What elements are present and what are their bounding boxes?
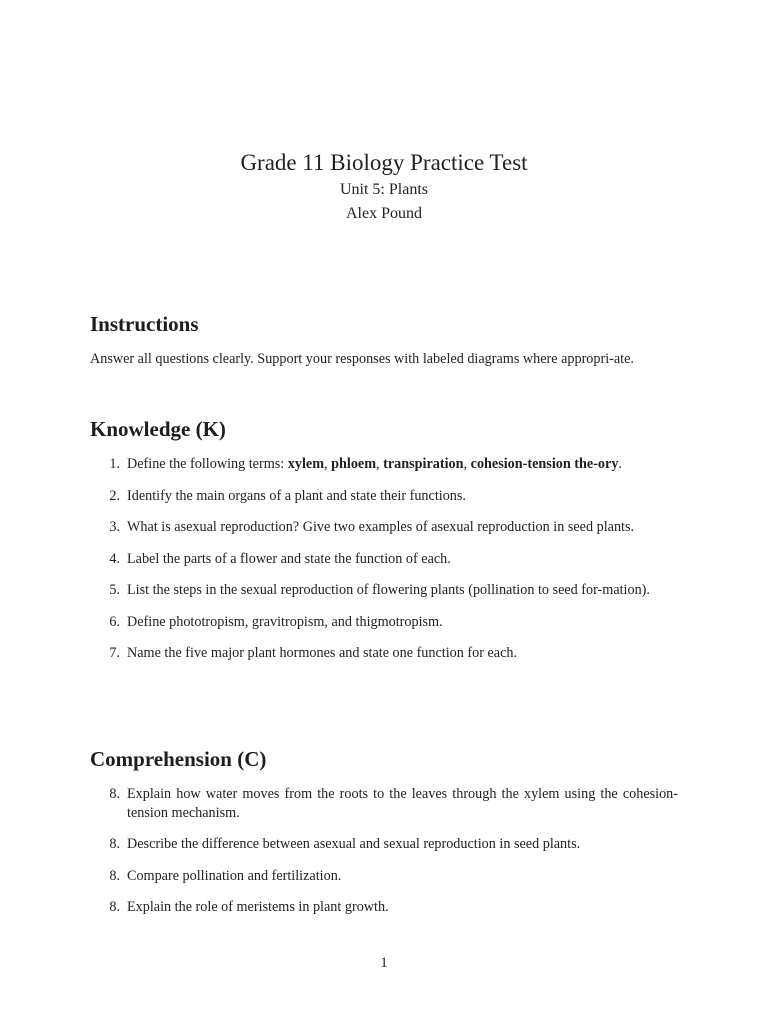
separator: , — [463, 456, 471, 472]
document-author: Alex Pound — [346, 205, 422, 222]
comprehension-heading: Comprehension (C) — [90, 747, 267, 771]
page-number: 1 — [380, 955, 388, 971]
question-item — [90, 518, 678, 537]
question-text: Define phototropism, gravitropism, and thigmotropism. — [127, 613, 443, 630]
term-cohesion-tension: cohesion-tension the-ory — [470, 456, 619, 472]
question-text: Label the parts of a flower and state the function of each. — [127, 550, 451, 567]
instructions-text: Answer all questions clearly. Support your responses with labeled diagrams where appropri-ate. — [90, 351, 634, 367]
question-text: Explain the role of meristems in plant growth. — [127, 899, 389, 915]
term-transpiration: transpiration — [383, 456, 464, 472]
question-item — [90, 550, 678, 569]
question-item — [90, 581, 678, 600]
question-item — [90, 613, 678, 632]
question-text: Compare pollination and fertilization. — [127, 867, 342, 884]
question-item — [90, 785, 678, 822]
question-number: 8. — [109, 899, 120, 915]
term-phloem: phloem — [331, 456, 377, 472]
question-item — [90, 455, 678, 474]
question-item — [90, 835, 678, 854]
knowledge-heading: Knowledge (K) — [90, 417, 226, 441]
question-text: Explain how water moves from the roots to the leaves through the xylem using the cohesion-tension mechanism. — [127, 786, 678, 821]
question-item — [90, 867, 678, 886]
comprehension-question-list — [90, 785, 678, 917]
question-text: Define the following terms: — [127, 456, 288, 472]
document-unit: Unit 5: Plants — [339, 181, 428, 198]
question-text: Name the five major plant hormones and state one function for each. — [127, 645, 518, 661]
separator: , — [324, 456, 332, 472]
knowledge-section — [90, 415, 678, 676]
title-block — [0, 148, 768, 226]
question-number: 8. — [109, 836, 120, 852]
question-number: 3. — [109, 519, 120, 535]
instructions-heading: Instructions — [90, 312, 199, 336]
separator: , — [376, 456, 384, 472]
comprehension-section — [90, 745, 678, 930]
instructions-section — [90, 310, 678, 369]
question-item — [90, 898, 678, 917]
question-number: 6. — [109, 613, 120, 630]
question-number: 1. — [109, 456, 120, 472]
term-xylem: xylem — [287, 456, 325, 472]
question-number: 4. — [109, 550, 120, 567]
question-item — [90, 644, 678, 663]
question-number: 5. — [109, 582, 120, 598]
question-item — [90, 487, 678, 506]
question-number: 7. — [109, 645, 120, 661]
knowledge-question-list — [90, 455, 678, 663]
question-text: Describe the difference between asexual and sexual reproduction in seed plants. — [127, 836, 581, 852]
separator: . — [618, 456, 622, 472]
question-number: 2. — [109, 487, 120, 504]
document-title: Grade 11 Biology Practice Test — [240, 150, 528, 175]
question-number: 8. — [109, 786, 120, 802]
question-text: Identify the main organs of a plant and state their functions. — [127, 487, 466, 504]
question-text: What is asexual reproduction? Give two examples of asexual reproduction in seed plants. — [127, 519, 635, 535]
question-text: List the steps in the sexual reproduction of flowering plants (pollination to seed for-mation). — [127, 582, 650, 598]
question-number: 8. — [109, 867, 120, 884]
